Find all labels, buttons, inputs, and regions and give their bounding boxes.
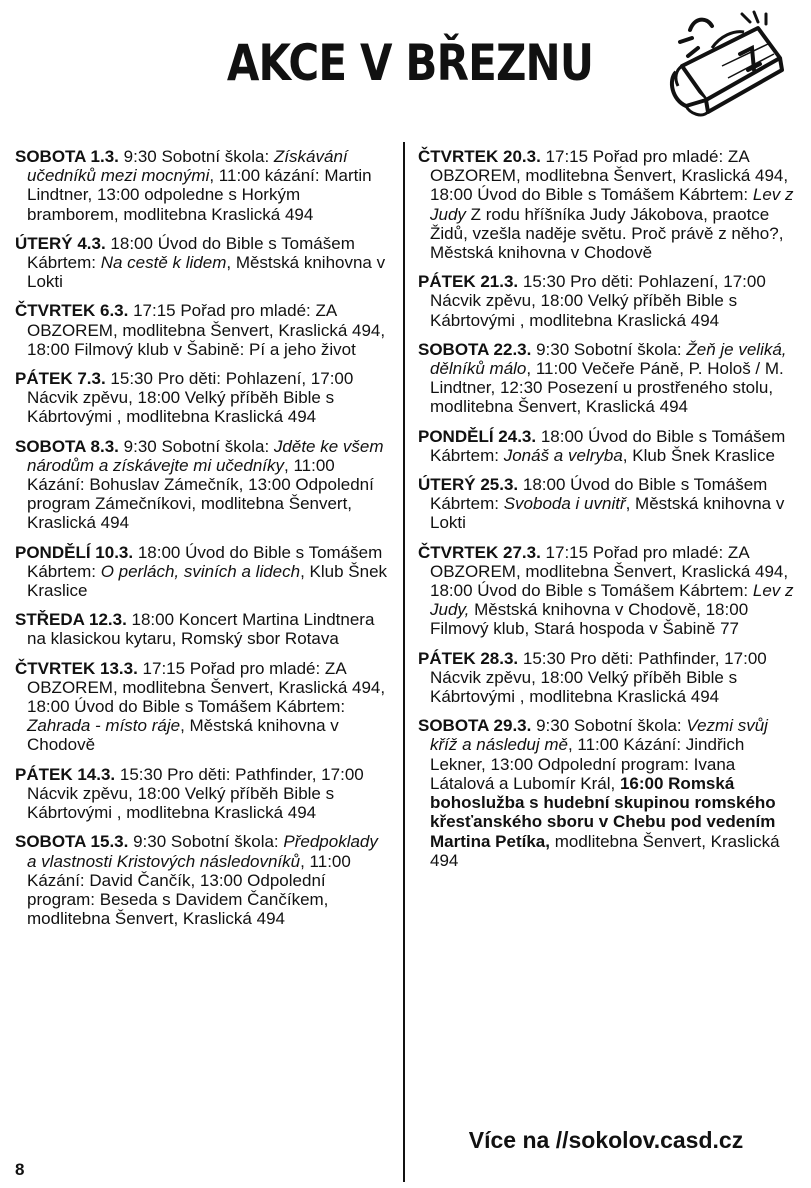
- event-entry: [15, 543, 391, 601]
- event-text: 17:15 Pořad pro mladé: ZA OBZOREM, modlitebna Šenvert, Kraslická 494, 18:00 Úvod do Bible s Tomášem Kábrtem:: [27, 658, 386, 717]
- event-date-label: PÁTEK 28.3.: [418, 648, 519, 668]
- event-date-label: PÁTEK 7.3.: [15, 369, 106, 389]
- event-text: modlitebna Šenvert, Kraslická 494: [430, 831, 780, 870]
- event-date-label: PÁTEK 21.3.: [418, 272, 519, 292]
- event-text: 9:30 Sobotní škola:: [118, 436, 274, 456]
- event-text: 18:00 Úvod do Bible s Tomášem Kábrtem:: [430, 475, 768, 514]
- event-text: , 11:00 kázání: Martin Lindtner, 13:00 odpoledne s Horkým bramborem, modlitebna Kraslická 494: [27, 166, 372, 224]
- event-text: , 11:00 Kázání: Bohuslav Zámečník, 13:00 Odpolední program Zámečníkovi, modlitebna Šenvert, Kraslická 494: [27, 455, 374, 533]
- event-text: 15:30 Pro děti: Pohlazení, 17:00 Nácvik zpěvu, 18:00 Velký příběh Bible s Kábrtovými , modlitebna Kraslická 494: [430, 272, 766, 330]
- event-topic: Lev z Judy: [430, 185, 794, 224]
- calendar-icon: [662, 8, 798, 126]
- event-text: , Klub Šnek Kraslice: [622, 445, 775, 465]
- event-topic: Na cestě k lidem: [100, 253, 227, 273]
- event-entry: [418, 340, 794, 417]
- event-date-label: SOBOTA 1.3.: [15, 147, 119, 166]
- event-text: 9:30 Sobotní škola:: [531, 339, 687, 359]
- event-entry: [418, 272, 794, 330]
- event-text: 18:00 Úvod do Bible s Tomášem Kábrtem:: [27, 542, 383, 581]
- event-text: , Městská knihovna v Lokti: [430, 494, 785, 533]
- event-entry: [418, 649, 794, 707]
- event-topic: Jděte ke všem národům a získávejte mi učedníky: [27, 436, 384, 475]
- event-entry: [15, 369, 391, 427]
- event-text: Z rodu hříšníka Judy Jákobova, praotce Židů, vzešla naděje světu. Proč právě z něho?, Městská knihovna v Chodově: [430, 204, 784, 263]
- event-text: 9:30 Sobotní škola:: [531, 716, 687, 736]
- event-text: 17:15 Pořad pro mladé: ZA OBZOREM, modlitebna Šenvert, Kraslická 494, 18:00 Úvod do Bible s Tomášem Kábrtem:: [430, 542, 789, 601]
- event-topic: Jonáš a velryba: [503, 445, 623, 465]
- event-topic: Lev z Judy,: [430, 581, 794, 620]
- event-entry: [15, 765, 391, 823]
- event-date-label: SOBOTA 22.3.: [418, 339, 532, 359]
- event-entry: [15, 301, 391, 359]
- event-date-label: ÚTERÝ 25.3.: [418, 475, 519, 495]
- event-text: 16:00 Romská bohoslužba s hudební skupinou romského křesťanského sboru v Chebu pod vedením Martina Petíka,: [430, 773, 776, 851]
- event-text: 15:30 Pro děti: Pathfinder, 17:00 Nácvik zpěvu, 18:00 Velký příběh Bible s Kábrtovými , modlitebna Kraslická 494: [430, 648, 767, 707]
- event-date-label: STŘEDA 12.3.: [15, 610, 127, 630]
- event-entry: [418, 427, 794, 465]
- event-entry: [15, 147, 391, 224]
- event-entry: [418, 475, 794, 533]
- event-topic: Svoboda i uvnitř: [503, 494, 626, 514]
- event-text: 17:15 Pořad pro mladé: ZA OBZOREM, modlitebna Šenvert, Kraslická 494, 18:00 Úvod do Bible s Tomášem Kábrtem:: [430, 147, 789, 205]
- events-right-column: [418, 147, 794, 880]
- event-date-label: SOBOTA 8.3.: [15, 436, 119, 456]
- event-date-label: SOBOTA 29.3.: [418, 716, 532, 736]
- event-date-label: ČTVRTEK 27.3.: [418, 542, 541, 562]
- event-text: 17:15 Pořad pro mladé: ZA OBZOREM, modlitebna Šenvert, Kraslická 494, 18:00 Filmový klub v Šabině: Pí a jeho život: [27, 301, 386, 359]
- event-text: , Klub Šnek Kraslice: [27, 561, 388, 601]
- event-text: , 11:00 Kázání: Jindřich Lekner, 13:00 Odpolední program: Ivana Látalová a Lubomír Král,: [430, 735, 745, 793]
- event-date-label: ČTVRTEK 20.3.: [418, 147, 541, 166]
- event-entry: [15, 437, 391, 533]
- event-date-label: ÚTERÝ 4.3.: [15, 233, 106, 253]
- event-entry: [15, 659, 391, 755]
- event-date-label: SOBOTA 15.3.: [15, 832, 129, 852]
- event-topic: Žeň je veliká, dělníků málo: [430, 339, 787, 379]
- event-topic: Zahrada - místo ráje: [27, 716, 181, 736]
- page-number: 8: [15, 1160, 25, 1179]
- event-topic: Předpoklady a vlastnosti Kristových následovníků: [27, 832, 378, 871]
- website-link: Více na //sokolov.casd.cz: [468, 1127, 744, 1153]
- event-topic: Získávání učedníků mezi mocnými: [27, 147, 348, 186]
- event-text: 18:00 Koncert Martina Lindtnera na klasickou kytaru, Romský sbor Rotava: [27, 610, 375, 649]
- event-text: 9:30 Sobotní škola:: [118, 147, 274, 166]
- event-entry: [418, 543, 794, 639]
- event-text: 18:00 Úvod do Bible s Tomášem Kábrtem:: [430, 426, 786, 465]
- event-text: , Městská knihovna v Chodově: [27, 716, 339, 755]
- event-entry: [418, 147, 794, 262]
- event-text: 18:00 Úvod do Bible s Tomášem Kábrtem:: [27, 233, 355, 273]
- event-text: , 11:00 Večeře Páně, P. Hološ / M. Lindtner, 12:30 Posezení u prostřeného stolu, modlitebna Šenvert, Kraslická 494: [430, 359, 784, 417]
- event-date-label: ČTVRTEK 13.3.: [15, 658, 138, 678]
- event-topic: Vezmi svůj kříž a následuj mě: [430, 716, 768, 755]
- event-entry: [15, 832, 391, 928]
- event-entry: [15, 610, 391, 648]
- event-text: Městská knihovna v Chodově, 18:00 Filmový klub, Stará hospoda v Šabině 77: [430, 600, 749, 639]
- event-date-label: PONDĚLÍ 10.3.: [15, 542, 134, 562]
- event-entry: [15, 234, 391, 292]
- event-text: 9:30 Sobotní škola:: [128, 832, 284, 852]
- event-text: 15:30 Pro děti: Pathfinder, 17:00 Nácvik zpěvu, 18:00 Velký příběh Bible s Kábrtovými , modlitebna Kraslická 494: [27, 764, 364, 823]
- event-topic: O perlách, sviních a lidech: [100, 561, 301, 581]
- event-entry: [418, 716, 794, 870]
- event-text: , Městská knihovna v Lokti: [27, 253, 386, 292]
- events-left-column: [15, 147, 391, 938]
- event-date-label: PONDĚLÍ 24.3.: [418, 426, 537, 446]
- event-date-label: ČTVRTEK 6.3.: [15, 301, 129, 321]
- page-title: AKCE V BŘEZNU: [226, 34, 594, 92]
- column-divider: [403, 142, 405, 1182]
- event-text: , 11:00 Kázání: David Čančík, 13:00 Odpolední program: Beseda s Davidem Čančíkem, modlitebna Šenvert, Kraslická 494: [27, 851, 351, 929]
- event-date-label: PÁTEK 14.3.: [15, 764, 116, 784]
- event-text: 15:30 Pro děti: Pohlazení, 17:00 Nácvik zpěvu, 18:00 Velký příběh Bible s Kábrtovými , modlitebna Kraslická 494: [27, 369, 354, 427]
